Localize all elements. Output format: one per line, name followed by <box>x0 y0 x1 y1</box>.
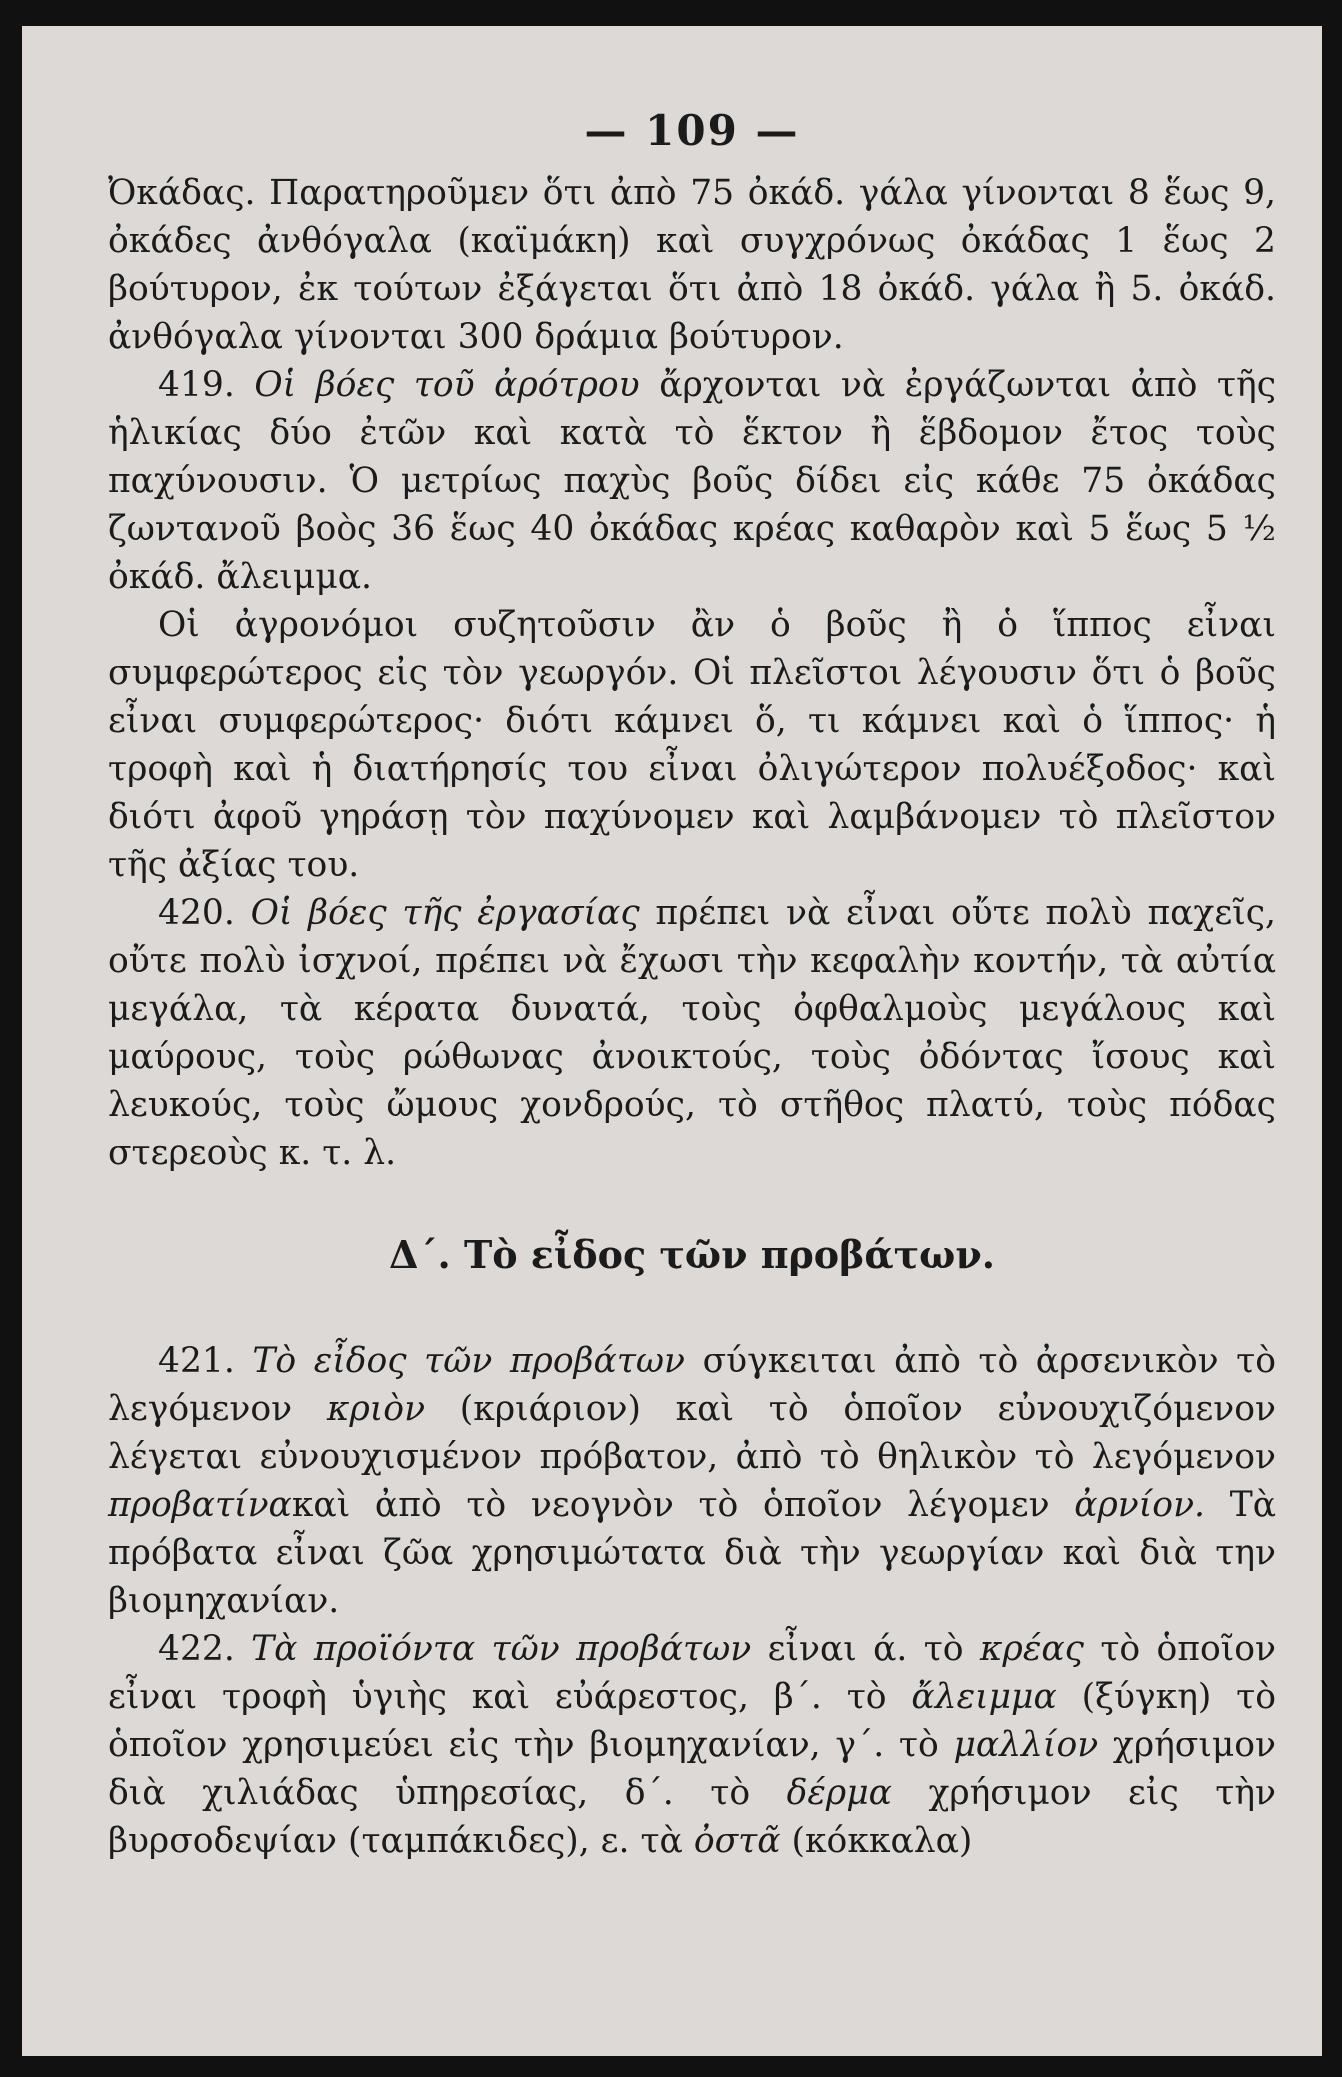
paragraph-number: 422. <box>158 1629 235 1669</box>
paragraph-419 <box>108 361 1276 601</box>
paragraph-420 <box>108 889 1276 1177</box>
paragraph-text: (κόκκαλα) <box>791 1821 973 1861</box>
paragraph-text: πρέπει νὰ εἶναι οὔτε πολὺ παχεῖς, οὔτε πολὺ ἰσχνοί, πρέπει νὰ ἔχωσι τὴν κεφαλὴν κοντήν, τὰ αὐτία μεγάλα, τὰ κέρατα δυνατά, τοὺς ὀφθαλμοὺς μεγάλους καὶ μαύρους, τοὺς ρώθωνας ἀνοικτούς, τοὺς ὀδόντας ἴσους καὶ λευκούς, τοὺς ὤμους χονδρούς, τὸ στῆθος πλατύ, τοὺς πόδας στερεοὺς κ. τ. λ. <box>108 893 1277 1173</box>
term-osta: ὀστᾶ <box>693 1821 781 1861</box>
paragraph-text: χρήσιμον εἰς τὴν βυρσοδεψίαν (ταμπάκιδες), ε. τὰ <box>108 1773 1277 1861</box>
paragraph-number: 420. <box>158 893 235 933</box>
paragraph-text: (κριάριον) καὶ τὸ ὁποῖον εὐνουχιζόμενον λέγεται εὐνουχισμένον πρόβατον, ἀπὸ τὸ θηλικὸν τὸ λεγόμενον <box>108 1389 1277 1477</box>
paragraph-number: 421. <box>158 1341 235 1381</box>
term-kreas: κρέας <box>979 1629 1084 1669</box>
paragraph-422 <box>108 1625 1276 1865</box>
paragraph-text: (ξύγκη) τὸ ὁποῖον χρησιμεύει εἰς τὴν βιομηχανίαν, γ΄. τὸ <box>108 1677 1277 1765</box>
term-provatina: προβατίνα <box>108 1485 292 1525</box>
section-heading: Δ΄. Τὸ εἶδος τῶν προβάτων. <box>389 1232 995 1277</box>
paragraph-text: χρήσιμον διὰ χιλιάδας ὑπηρεσίας, δ΄. τὸ <box>108 1725 1277 1813</box>
paragraph-title: Τὸ εἶδος τῶν προβάτων <box>252 1341 686 1381</box>
paragraph-text: ἄρχονται νὰ ἐργάζωνται ἀπὸ τῆς ἡλικίας δύο ἐτῶν καὶ κατὰ τὸ ἕκτον ἢ ἕβδομον ἔτος τοὺς παχύνουσιν. Ὁ μετρίως παχὺς βοῦς δίδει εἰς κάθε 75 ὀκάδας ζωντανοῦ βοὸς 36 ἕως 40 ὀκάδας κρέας καθαρὸν καὶ 5 ἕως 5 ½ ὀκάδ. ἄλειμμα. <box>108 365 1277 597</box>
paragraph-text: καὶ ἀπὸ τὸ νεογνὸν τὸ ὁποῖον λέγομεν <box>291 1485 1050 1525</box>
term-aleimma: ἄλειμμα <box>911 1677 1057 1717</box>
paragraph-text: Τὰ πρόβατα εἶναι ζῶα χρησιμώτατα διὰ τὴν γεωργίαν καὶ διὰ την βιομηχανίαν. <box>108 1485 1276 1621</box>
paragraph-text: σύγκειται ἀπὸ τὸ ἀρσενικὸν τὸ λεγόμενον <box>108 1341 1277 1429</box>
book-page <box>22 26 1322 2056</box>
paragraph-number: 419. <box>158 365 235 405</box>
term-arnion: ἀρνίον. <box>1074 1485 1206 1525</box>
page-number: — 109 — <box>584 106 800 155</box>
term-mallion: μαλλίον <box>953 1725 1099 1765</box>
paragraph-text: εἶναι ά. τὸ <box>767 1629 964 1669</box>
paragraph-intro: Ὀκάδας. Παρατηροῦμεν ὅτι ἀπὸ 75 ὀκάδ. γάλα γίνονται 8 ἕως 9, ὀκάδες ἀνθόγαλα (καϊμάκη) καὶ συγχρόνως ὀκάδας 1 ἕως 2 βούτυρον, ἐκ τούτων ἐξάγεται ὅτι ἀπὸ 18 ὀκάδ. γάλα ἢ 5. ὀκάδ. ἀνθόγαλα γίνονται 300 δράμια βούτυρον. <box>108 173 1276 357</box>
paragraph-419-continued: Οἱ ἀγρονόμοι συζητοῦσιν ἂν ὁ βοῦς ἢ ὁ ἵππος εἶναι συμφερώτερος εἰς τὸν γεωργόν. Οἱ πλεῖστοι λέγουσιν ὅτι ὁ βοῦς εἶναι συμφερώτερος· διότι κάμνει ὅ, τι κάμνει καὶ ὁ ἵππος· ἡ τροφὴ καὶ ἡ διατήρησίς του εἶναι ὀλιγώτερον πολυέξοδος· καὶ διότι ἀφοῦ γηράσῃ τὸν παχύνομεν καὶ λαμβάνομεν τὸ πλεῖστον τῆς ἀξίας του. <box>108 605 1276 885</box>
paragraph-title: Οἱ βόες τῆς ἐργασίας <box>250 893 640 933</box>
term-krion: κριὸν <box>326 1389 426 1429</box>
paragraph-title: Οἱ βόες τοῦ ἀρότρου <box>254 365 640 405</box>
paragraph-text: τὸ ὁποῖον εἶναι τροφὴ ὑγιὴς καὶ εὐάρεστος, β΄. τὸ <box>108 1629 1276 1717</box>
term-derma: δέρμα <box>786 1773 892 1813</box>
paragraph-title: Τὰ προϊόντα τῶν προβάτων <box>251 1629 752 1669</box>
paragraph-421 <box>108 1337 1276 1625</box>
